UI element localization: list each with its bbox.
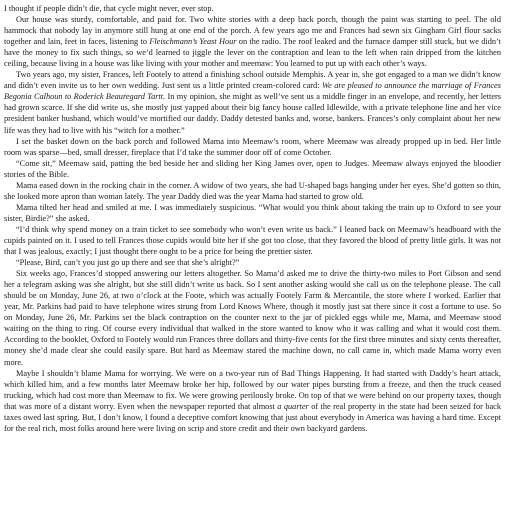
paragraph-6 <box>4 180 501 202</box>
paragraph-10-text: Six weeks ago, Frances’d stopped answering our letters altogether. So Mama’d asked me to drive the thirty-two miles to Port Gibson and send her a telegram asking was she alright, but she still didn’t write us back. So I sent another asking would she call us on the telephone please. The call should be on Monday, June 26, at two o’clock at the Foote, which was actually Footely Farm & Mercantile, the store where I worked. Earlier that year, Mr. Parkins had paid to have telephone wires strung from Lord Knows Where, though it mostly just sat there since it cost a fortune to use. So on Monday, June 26, Mr. Parkins set the black contraption on the counter next to the jar of pickled eggs while me, Mama, and Meemaw stood waiting on the thing to ring. Of course every individual that walked in the store wanted to know who it was calling and what it would cost them. According to the booklet, Oxford to Footely would run Frances three dollars and thirty-five cents for the first three minutes and sixty cents thereafter, money she’d made clear she could easily spare. But hard as Meemaw stared the machine down, no call came in, which made Mama worry even more. <box>4 269 501 367</box>
paragraph-11-text-a: Maybe I shouldn’t blame Mama for worrying. We were on a two-year run of Bad Things Happening. It had started with Daddy’s heart attack, which killed him, and a few months later Meemaw broke her hip, followed by our water pipes bursting from a freeze, and then the truck ceased trucking, which had cost more than Meemaw to fix. We were growing perilously broke. On top of that we were behind on our property taxes, though that was more of a distant worry. Even when the newspaper reported that almost <box>4 368 501 411</box>
paragraph-1 <box>4 3 501 14</box>
paragraph-3-text-a: Two years ago, my sister, Frances, left Footely to attend a finishing school outside Memphis. A year in, she got engaged to a man we didn’t know and didn’t even invite us to her own wedding. Just sent us a little printed cream-colored card: <box>4 70 501 91</box>
paragraph-2 <box>4 14 501 69</box>
paragraph-7-text: Mama tilted her head and smiled at me. I was immediately suspicious. “What would you think about taking the train up to Oxford to see your sister, Birdie?” she asked. <box>4 202 501 223</box>
paragraph-3-text-b: In my opinion, she might as well’ve sent us a middle finger in an envelope, and recently, her letters had grown scarce. If she did write us, she mostly just yapped about their big fancy house called Idlewilde, with a private telephone line and her vice president banker husband, which would’ve mortified our daddy. Daddy detested banks and, worse, bankers. Frances’s only complaint about her new life was they had to live with his “witch for a mother.” <box>4 92 502 135</box>
paragraph-9-text: “Please, Bird, can’t you just go up there and see that she’s alright?” <box>16 258 240 268</box>
paragraph-9 <box>4 257 501 268</box>
paragraph-8 <box>4 224 501 257</box>
paragraph-2-radio-show-title: Fleischmann’s Yeast Hour <box>149 37 237 47</box>
paragraph-2-text-a: Our house was sturdy, comfortable, and paid for. Two white stories with a deep back porch, though the paint was starting to peel. The old hammock that nobody lay in anymore still hung at one end of the porch. A few years ago me and Frances had sewn six Gingham Girl flour sacks together and lain, feet in faces, listening to <box>4 15 501 47</box>
paragraph-2-text-b: on the radio. The roof leaked and the furnace damper still stuck, but we didn’t have the money to fix such things, so we’d learned to jiggle the lever on the contraption and lean to the left when rain dripped from the kitchen ceiling, because living in a house was like living with your mother and meemaw: You learned to put up with each other’s ways. <box>4 37 501 69</box>
paragraph-10 <box>4 268 501 367</box>
book-page <box>4 3 501 434</box>
paragraph-11-text-b: of the real property in the state had been seized for back taxes owed last spring. But, I don’t know, I found a deceptive comfort knowing that just about everybody in America was having a hard time. Except for the real rich, most folks around here were living on scrip and store credit and their own backyard gardens. <box>4 401 501 433</box>
paragraph-8-text: “I’d think why spend money on a train ticket to see somebody who won’t even write us back.” I leaned back on Meemaw’s headboard with the cupids painted on it. I used to tell Frances those cupids would bite her if she got too close, that they favored the blood of pretty little girls. It was not that I was jealous, exactly; I just thought there ought to be a price for being the prettier sister. <box>4 224 501 257</box>
paragraph-5 <box>4 158 501 180</box>
paragraph-7 <box>4 202 501 224</box>
paragraph-6-text: Mama eased down in the rocking chair in the corner. A widow of two years, she had U-shaped bags hanging under her eyes. She’d gotten so thin, she looked more apron than woman lately. The year Daddy died was the year Mama had started to grow old. <box>4 180 501 201</box>
paragraph-4-text: I set the basket down on the back porch and followed Mama into Meemaw’s room, where Meemaw was already propped up in bed. Her little room was sparse—bed, small dresser, fireplace that I’d take the summer door off of come October. <box>4 136 501 157</box>
paragraph-11-emphasis: a quarter <box>277 401 309 411</box>
paragraph-3-wedding-announcement: We are pleased to announce the marriage of Frances Begonia Calhoun to Roderick Beauregard Tartt. <box>4 81 501 102</box>
paragraph-4 <box>4 136 501 158</box>
paragraph-5-text: “Come sit,” Meemaw said, patting the bed beside her and sliding her King James over, open to Judges. Meemaw always enjoyed the bloodier stories of the Bible. <box>4 158 501 179</box>
paragraph-1-text: I thought if people didn’t die, that cycle might never, ever stop. <box>4 4 214 13</box>
paragraph-11 <box>4 368 501 434</box>
paragraph-3 <box>4 69 501 135</box>
